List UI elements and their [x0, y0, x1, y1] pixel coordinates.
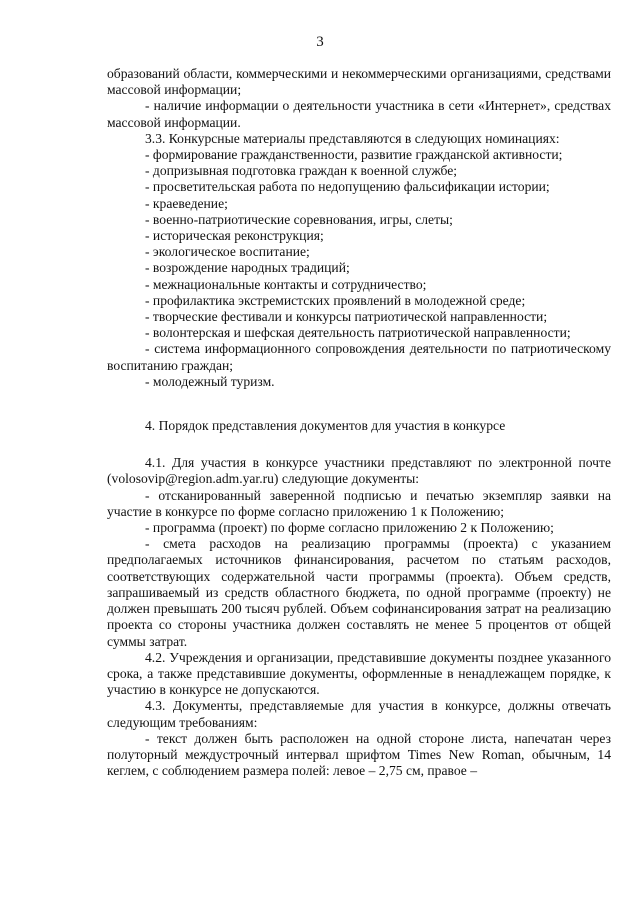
paragraph: - смета расходов на реализацию программы (проекта) с указанием предполагаемых источников финансирования, расчетом по статьям расходов, соответствующих содержательной части программы (проекта). Объем средств, запрашиваемый из средств областного бюджета, по одной программе (проекту) не должен превышать 200 тысяч рублей. Объем софинансирования затрат на реализацию проекта со стороны участника должен составлять не менее 5 процентов от общей суммы затрат. [107, 536, 611, 649]
paragraph: - военно-патриотические соревнования, игры, слеты; [145, 211, 453, 227]
paragraph: 4.1. Для участия в конкурсе участники представляют по электронной почте (volosovip@region.adm.yar.ru) следующие документы: [107, 455, 611, 487]
page-number: 3 [316, 34, 324, 50]
paragraph: - система информационного сопровождения деятельности по патриотическому воспитанию граждан; [107, 341, 611, 373]
paragraph: - наличие информации о деятельности участника в сети «Интернет», средствах массовой информации. [107, 98, 611, 130]
paragraph: - текст должен быть расположен на одной стороне листа, напечатан через полуторный междустрочный интервал шрифтом Times New Roman, обычным, 14 кеглем, с соблюдением размера полей: левое – 2,75 см, правое – [107, 730, 611, 779]
paragraph: - отсканированный заверенной подписью и печатью экземпляр заявки на участие в конкурсе по форме согласно приложению 1 к Положению; [107, 487, 611, 519]
paragraph: - просветительская работа по недопущению фальсификации истории; [145, 179, 550, 195]
paragraph: - программа (проект) по форме согласно приложению 2 к Положению; [145, 520, 554, 536]
paragraph: - историческая реконструкция; [145, 228, 324, 244]
paragraph: - межнациональные контакты и сотрудничество; [145, 276, 427, 292]
paragraph: 3.3. Конкурсные материалы представляются в следующих номинациях: [145, 130, 560, 146]
paragraph: - формирование гражданственности, развитие гражданской активности; [145, 147, 563, 163]
section-3-continuation [107, 66, 611, 390]
document-body [107, 66, 611, 779]
paragraph: 4.3. Документы, представляемые для участия в конкурсе, должны отвечать следующим требованиям: [107, 698, 611, 730]
paragraph: - молодежный туризм. [145, 373, 275, 389]
paragraph: - краеведение; [145, 195, 228, 211]
paragraph: - творческие фестивали и конкурсы патриотической направленности; [145, 309, 548, 325]
paragraph: - волонтерская и шефская деятельность патриотической направленности; [145, 325, 571, 341]
paragraph: образований области, коммерческими и некоммерческими организациями, средствами массовой информации; [107, 66, 611, 98]
section-4 [107, 455, 611, 779]
paragraph: 4.2. Учреждения и организации, представившие документы позднее указанного срока, а также представившие документы, оформленные в ненадлежащем порядке, к участию в конкурсе не допускаются. [107, 649, 611, 698]
paragraph: - возрождение народных традиций; [145, 260, 350, 276]
paragraph: - экологическое воспитание; [145, 244, 310, 260]
paragraph: - профилактика экстремистских проявлений в молодежной среде; [145, 292, 526, 308]
paragraph: - допризывная подготовка граждан к военной службе; [145, 163, 458, 179]
section-4-heading: 4. Порядок представления документов для участия в конкурсе [145, 418, 506, 434]
